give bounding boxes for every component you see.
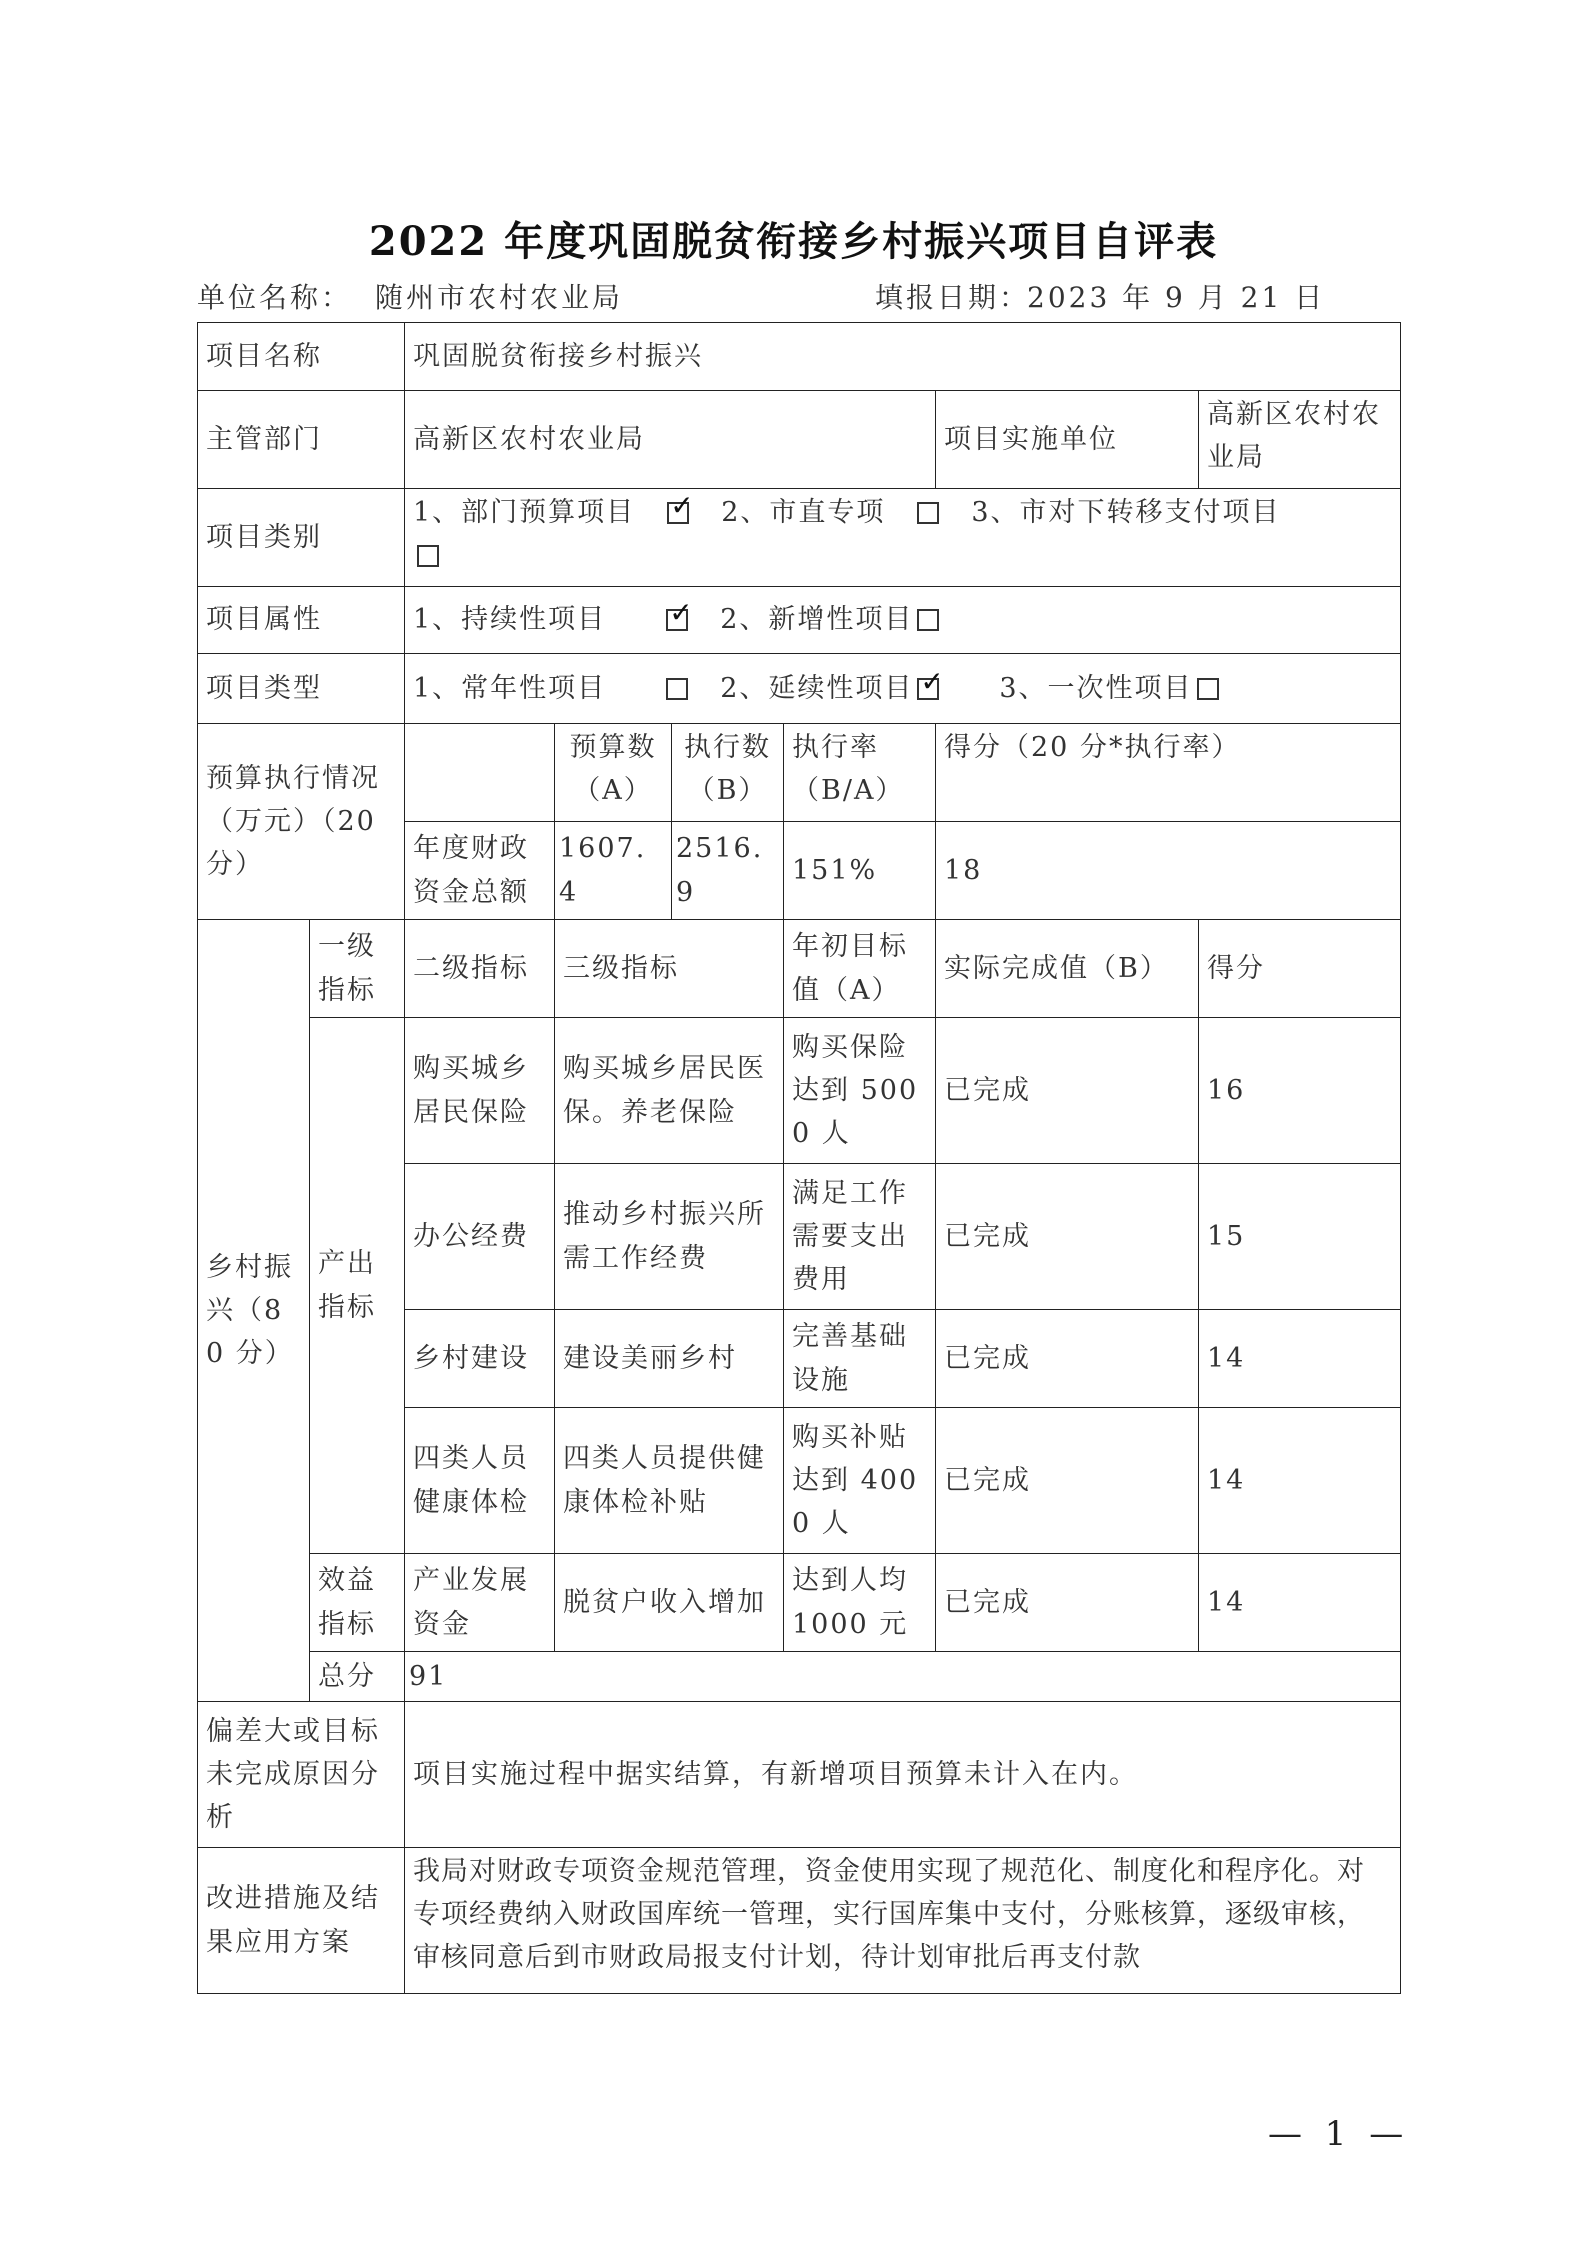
score-cell: 14 [1199,1310,1401,1408]
project-name-label: 项目名称 [198,323,405,391]
target-cell: 购买保险达到 5000 人 [784,1018,936,1164]
output-indicator-label: 产出指标 [310,1018,405,1554]
level3-cell: 四类人员提供健康体检补贴 [555,1408,784,1554]
project-category-label: 项目类别 [198,489,405,587]
level2-cell: 办公经费 [405,1164,555,1310]
type-option-annual: 1、常年性项目 [413,672,607,704]
project-name-value: 巩固脱贫衔接乡村振兴 [405,323,1401,391]
project-type-row [198,654,1401,724]
indicator-score-header: 得分 [1199,920,1401,1018]
execution-rate-header: 执行率（B/A） [784,724,936,822]
project-category-row [198,489,1401,587]
annual-funds-label: 年度财政资金总额 [405,822,555,920]
level3-indicator-header: 三级指标 [555,920,784,1018]
report-date-value: 2023 年 9 月 21 日 [1027,281,1326,314]
level2-cell: 四类人员健康体检 [405,1408,555,1554]
level2-indicator-header: 二级指标 [405,920,555,1018]
benefit-indicator-label: 效益指标 [310,1554,405,1652]
project-name-row [198,323,1401,391]
category-city-special-checkbox[interactable] [917,502,939,524]
category-option-city-special: 2、市直专项 [721,497,886,528]
executed-amount-header: 执行数（B） [672,724,784,822]
score-cell: 14 [1199,1408,1401,1554]
attribute-continuous-checkbox[interactable] [666,609,688,631]
level2-cell: 购买城乡居民保险 [405,1018,555,1164]
level3-cell: 推动乡村振兴所需工作经费 [555,1164,784,1310]
category-option-department-budget: 1、部门预算项目 [413,497,636,528]
actual-cell: 已完成 [936,1554,1199,1652]
budget-amount-header: 预算数（A） [555,724,672,822]
rural-revitalization-label: 乡村振兴（80 分） [198,920,310,1702]
type-extended-checkbox[interactable] [917,678,939,700]
level3-cell: 建设美丽乡村 [555,1310,784,1408]
improvement-plan-value: 我局对财政专项资金规范管理，资金使用实现了规范化、制度化和程序化。对专项经费纳入财政国库统一管理，实行国库集中支付，分账核算，逐级审核，审核同意后到市财政局报支付计划，待计划审批后再支付款 [405,1848,1401,1994]
unit-name-label: 单位名称： [197,281,353,314]
budget-blank-header [405,724,555,822]
budget-score-header: 得分（20 分*执行率） [936,724,1401,822]
indicator-header-row [198,920,1401,1018]
target-cell: 购买补贴达到 4000 人 [784,1408,936,1554]
actual-cell: 已完成 [936,1408,1199,1554]
attribute-option-new: 2、新增性项目 [720,604,914,636]
improvement-plan-label: 改进措施及结果应用方案 [198,1848,405,1994]
self-evaluation-table [197,322,1401,1994]
budget-score-value: 18 [936,822,1401,920]
department-label: 主管部门 [198,391,405,489]
report-date-label: 填报日期： [875,281,1031,314]
budget-execution-label: 预算执行情况（万元）（20 分） [198,724,405,920]
department-value: 高新区农村农业局 [405,391,936,489]
page-number: — 1 — [1268,2114,1410,2154]
type-option-extended: 2、延续性项目 [720,672,914,704]
table-row [198,1018,1401,1164]
target-cell: 达到人均1000 元 [784,1554,936,1652]
total-score-label: 总分 [310,1652,405,1702]
budget-amount-value: 1607.4 [555,822,672,920]
type-one-time-checkbox[interactable] [1197,678,1219,700]
project-attribute-row [198,587,1401,654]
page-title: 2022 年度巩固脱贫衔接乡村振兴项目自评表 [368,218,1219,265]
category-option-transfer-payment: 3、市对下转移支付项目 [971,497,1281,528]
project-attribute-label: 项目属性 [198,587,405,654]
table-row [198,1554,1401,1652]
executed-amount-value: 2516.9 [672,822,784,920]
project-category-options [405,489,1401,587]
score-cell: 15 [1199,1164,1401,1310]
department-row [198,391,1401,489]
actual-cell: 已完成 [936,1310,1199,1408]
implementing-unit-value: 高新区农村农业局 [1199,391,1401,489]
category-department-budget-checkbox[interactable] [667,502,689,524]
deviation-row [198,1702,1401,1848]
deviation-analysis-value: 项目实施过程中据实结算，有新增项目预算未计入在内。 [405,1702,1401,1848]
level2-cell: 产业发展资金 [405,1554,555,1652]
improvement-row [198,1848,1401,1994]
level2-cell: 乡村建设 [405,1310,555,1408]
attribute-option-continuous: 1、持续性项目 [413,604,607,636]
project-type-label: 项目类型 [198,654,405,724]
total-score-value: 91 [405,1652,1401,1702]
category-transfer-payment-checkbox[interactable] [417,545,439,567]
score-cell: 14 [1199,1554,1401,1652]
type-option-one-time: 3、一次性项目 [999,672,1193,704]
target-cell: 完善基础设施 [784,1310,936,1408]
budget-header-row [198,724,1401,822]
target-value-header: 年初目标值（A） [784,920,936,1018]
unit-name-value: 随州市农村农业局 [375,281,624,314]
form-header [197,276,1397,316]
type-annual-checkbox[interactable] [666,678,688,700]
actual-value-header: 实际完成值（B） [936,920,1199,1018]
score-cell: 16 [1199,1018,1401,1164]
actual-cell: 已完成 [936,1018,1199,1164]
level1-indicator-header: 一级指标 [310,920,405,1018]
target-cell: 满足工作需要支出费用 [784,1164,936,1310]
level3-cell: 脱贫户收入增加 [555,1554,784,1652]
total-score-row [198,1652,1401,1702]
project-type-options [405,654,1401,724]
level3-cell: 购买城乡居民医保。养老保险 [555,1018,784,1164]
implementing-unit-label: 项目实施单位 [936,391,1199,489]
deviation-analysis-label: 偏差大或目标未完成原因分析 [198,1702,405,1848]
actual-cell: 已完成 [936,1164,1199,1310]
execution-rate-value: 151% [784,822,936,920]
attribute-new-checkbox[interactable] [917,609,939,631]
project-attribute-options [405,587,1401,654]
